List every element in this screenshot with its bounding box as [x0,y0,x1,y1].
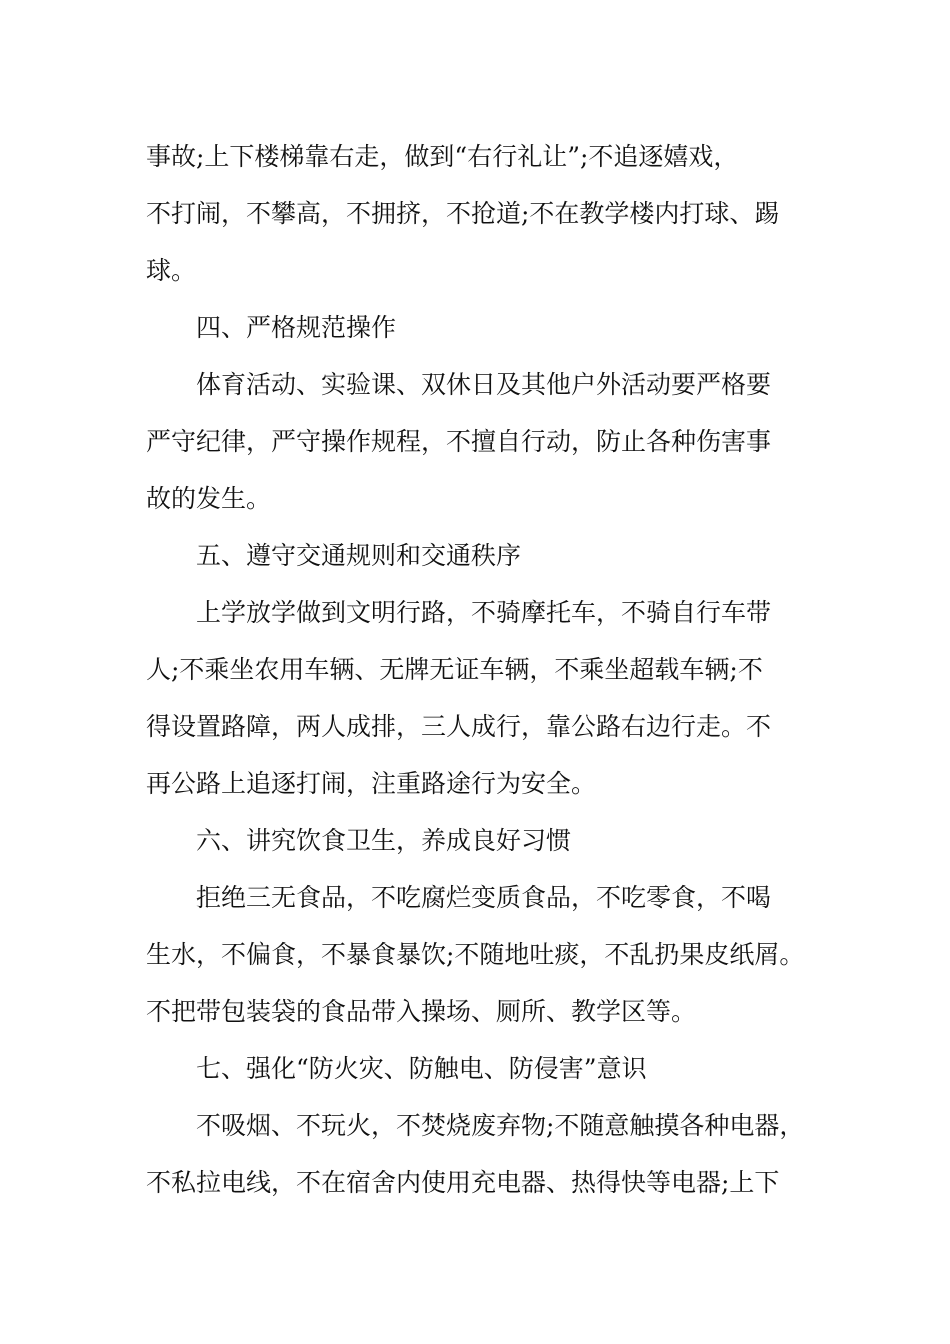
paragraph-line: 不把带包装袋的食品带入操场、厕所、教学区等。 [146,997,697,1026]
section-heading: 六、讲究饮食卫生，养成良好习惯 [196,826,572,855]
section-heading: 七、强化“防火灾、防触电、防侵害”意识 [196,1054,647,1083]
paragraph-line: 严守纪律，严守操作规程，不擅自行动，防止各种伤害事 [146,427,772,456]
paragraph-line: 不打闹，不攀高，不拥挤，不抢道;不在教学楼内打球、踢 [146,199,780,228]
paragraph-line: 生水，不偏食，不暴食暴饮;不随地吐痰，不乱扔果皮纸屑。 [146,940,805,969]
paragraph-line: 球。 [146,256,197,285]
paragraph-line: 体育活动、实验课、双休日及其他户外活动要严格要 [196,370,772,399]
paragraph-line: 故的发生。 [146,484,272,513]
section-heading: 五、遵守交通规则和交通秩序 [196,541,522,570]
document-body [146,128,826,1211]
paragraph-line: 不私拉电线，不在宿舍内使用充电器、热得快等电器;上下 [146,1168,780,1197]
paragraph-line: 上学放学做到文明行路，不骑摩托车，不骑自行车带 [196,598,772,627]
paragraph-line: 得设置路障，两人成排，三人成行，靠公路右边行走。不 [146,712,772,741]
section-heading: 四、严格规范操作 [196,313,397,342]
paragraph-line: 拒绝三无食品，不吃腐烂变质食品，不吃零食，不喝 [196,883,772,912]
paragraph-line: 人;不乘坐农用车辆、无牌无证车辆，不乘坐超载车辆;不 [146,655,763,684]
paragraph-line: 不吸烟、不玩火，不焚烧废弃物;不随意触摸各种电器， [196,1111,805,1140]
paragraph-line: 事故;上下楼梯靠右走，做到“右行礼让”;不追逐嬉戏， [146,142,739,171]
paragraph-line: 再公路上追逐打闹，注重路途行为安全。 [146,769,597,798]
